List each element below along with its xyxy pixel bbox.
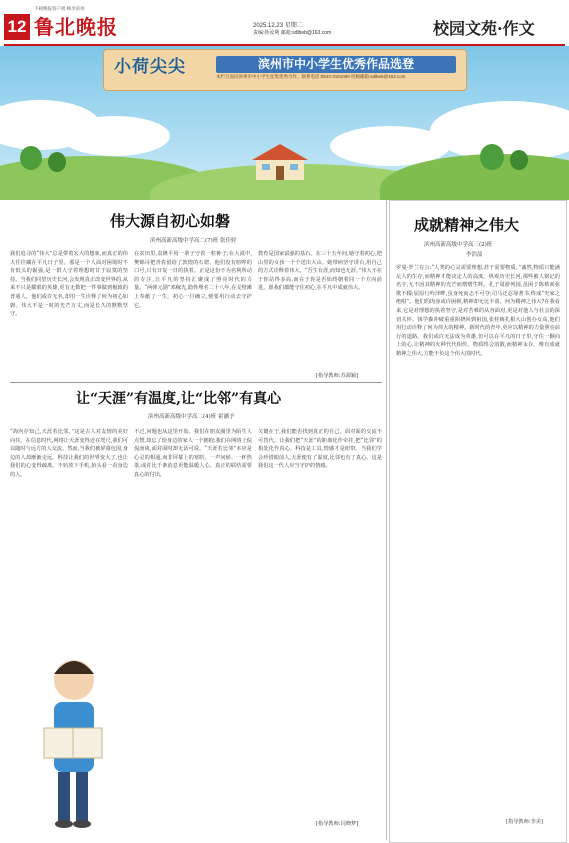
article-column: “海内存知己,天涯若比邻。”这是古人对友情的美好向往。在信息时代,网络让天涯变得近在咫尺,我们可以随时与远方的人交流。然而,当我们被屏幕包围,身边的人却渐渐走远。科技让我们的世界变大了,也让我们的心变得疏离。不妨放下手机,抬头看一看身边的人。 <box>10 429 128 478</box>
illustration-banner <box>0 46 569 200</box>
article-byline: 滨州高新高级中学高三(2)班 <box>424 242 493 248</box>
cloud <box>60 116 170 156</box>
teacher-note: [指导教师:李美] <box>506 819 543 825</box>
newspaper-logo: 鲁北晚报 <box>34 15 118 39</box>
article-byline: 滨州高新高级中学高二(7)班 张佳婷 <box>150 238 237 244</box>
article-column: 在农田里,袁隆平用一辈子守着一粒种子;在大漠中,樊锦诗把青春留给了敦煌的石窟。他们没有喧哗的口号,只有日复一日的执着。正是这份不为名利所动的专注,让平凡的坚持汇聚成了照亮时代的力量。“两弹元勋”邓稼先,隐姓埋名二十八年,在戈壁滩上奉献了一生。初心一旦确立,便要用行动去守护它。 <box>134 251 252 309</box>
column-divider <box>386 200 387 840</box>
article-column: 教育是国家富强的基石。在三十五年间,她守着初心,把山里的女孩一个个送出大山。她带病坚守讲台,用自己的方式诠释着伟大。“吾生有涯,而知也无涯。”伟大不在于你站得多高,而在于你是否始终朝着同一个方向前进。愿我们都能守住初心,在平凡中成就伟大。 <box>258 251 382 292</box>
column-title: 小荷尖尖 <box>114 57 186 77</box>
article-divider <box>10 382 382 383</box>
tree <box>48 152 66 172</box>
page-number: 12 <box>4 14 30 40</box>
article-title: 伟大源自初心如磐 <box>110 212 231 230</box>
tree <box>510 150 528 170</box>
teacher-note: [指导教师:闫晓梦] <box>316 821 359 827</box>
article-title: 让“天涯”有温度,让“比邻”有真心 <box>76 391 282 407</box>
article-column: 我们追寻的“伟大”总是带着宏大的想象,而真正的伟大往往藏在平凡日子里。那是一个人面对困境时不肯低头的倔强,是一群人守着理想时甘于寂寞的坚持。当我们回望历史长河,会发现真正改变世界的,从来不只是耀眼的英雄,更有无数把一件事做到极致的普通人。他们或许无名,却用一生诠释了何为初心如磐。伟大不是一时的光芒万丈,而是长久的默默坚守。 <box>10 251 128 318</box>
teacher-note: [指导教师:苏源颖] <box>316 373 359 379</box>
article-column: 不过,问题也从这里开始。我们在朋友圈里为陌生人点赞,却忘了给身边的家人一个拥抱;我们在网络上侃侃而谈,面对面时却无话可说。“天涯若比邻”本应是心灵的相通,而非屏幕上的寒暄。一声问候、一杯热茶,或许比千条消息更能温暖人心。真正的联结需要真心的付出。 <box>134 429 252 478</box>
column-subtitle: 滨州市中小学生优秀作品选登 <box>216 56 456 73</box>
app-download-note: 下载晚报客户端 畅享滨州 <box>34 6 85 11</box>
tree <box>20 146 42 170</box>
tree <box>480 144 504 170</box>
issue-date: 2025.12.23 星期二 <box>253 23 303 29</box>
editor-line: 责编:孙汝利 邮箱:sdlbeb@163.com <box>253 30 332 36</box>
boy-reading-illustration <box>30 610 116 842</box>
article-title: 成就精神之伟大 <box>414 216 520 234</box>
column-banner <box>103 49 467 91</box>
column-submission-info: 本栏目面向滨州市中小学生征集优秀习作。联系电话:0543-3151000 投稿邮箱:sdlbeb@163.com <box>216 74 406 79</box>
article-column: 关键在于,我们能否找到真正的自己。面对面的交流不可替代。让我们把“天涯”的距离化作牵挂,把“比邻”的相处化作真心。科技是工具,情感才是纽带。当我们学会珍惜眼前人,天涯便有了温度,比邻也有了真心。这是我们这一代人应当守护的情感。 <box>258 429 382 470</box>
article-byline: 滨州高新高级中学高二(4)班 霍涵予 <box>148 414 235 420</box>
school-building-illustration <box>250 142 310 182</box>
section-title: 校园文苑·作文 <box>433 19 535 38</box>
page-header <box>0 0 569 46</box>
article-author: 李浩喆 <box>466 252 483 258</box>
article-body: 罗曼·罗兰有言:“人类的心灵需要理想,甚于需要物质。”诚然,物质只能满足人的生存,而精神才能决定人的高度。纵观历史长河,那些被人铭记的名字,无不因其精神的光芒而熠熠生辉。孔子周游列国,虽困于陈蔡而弦歌不辍;屈原行吟泽畔,虽身死而志不可夺;司马迁忍辱著书,终成“史家之绝唱”。他们的肉身或许困顿,精神却无比丰盈。何为精神之伟大?在我看来,它是对理想的执着坚守,是对苦难的从容面对,更是对他人与社会的深切关怀。钱学森冲破重重阻挠回到祖国,张桂梅扎根大山创办女高,他们用行动诠释了何为伟大的精神。新时代的青年,更应以精神的力量照亮前行的道路。我们或许无法成为英雄,但可以在平凡的日子里,守住一颗向上的心,让精神的火种代代相传。物质终会消散,而精神永存。唯有成就精神之伟大,方能不负这个伟大的时代。 <box>396 265 560 357</box>
